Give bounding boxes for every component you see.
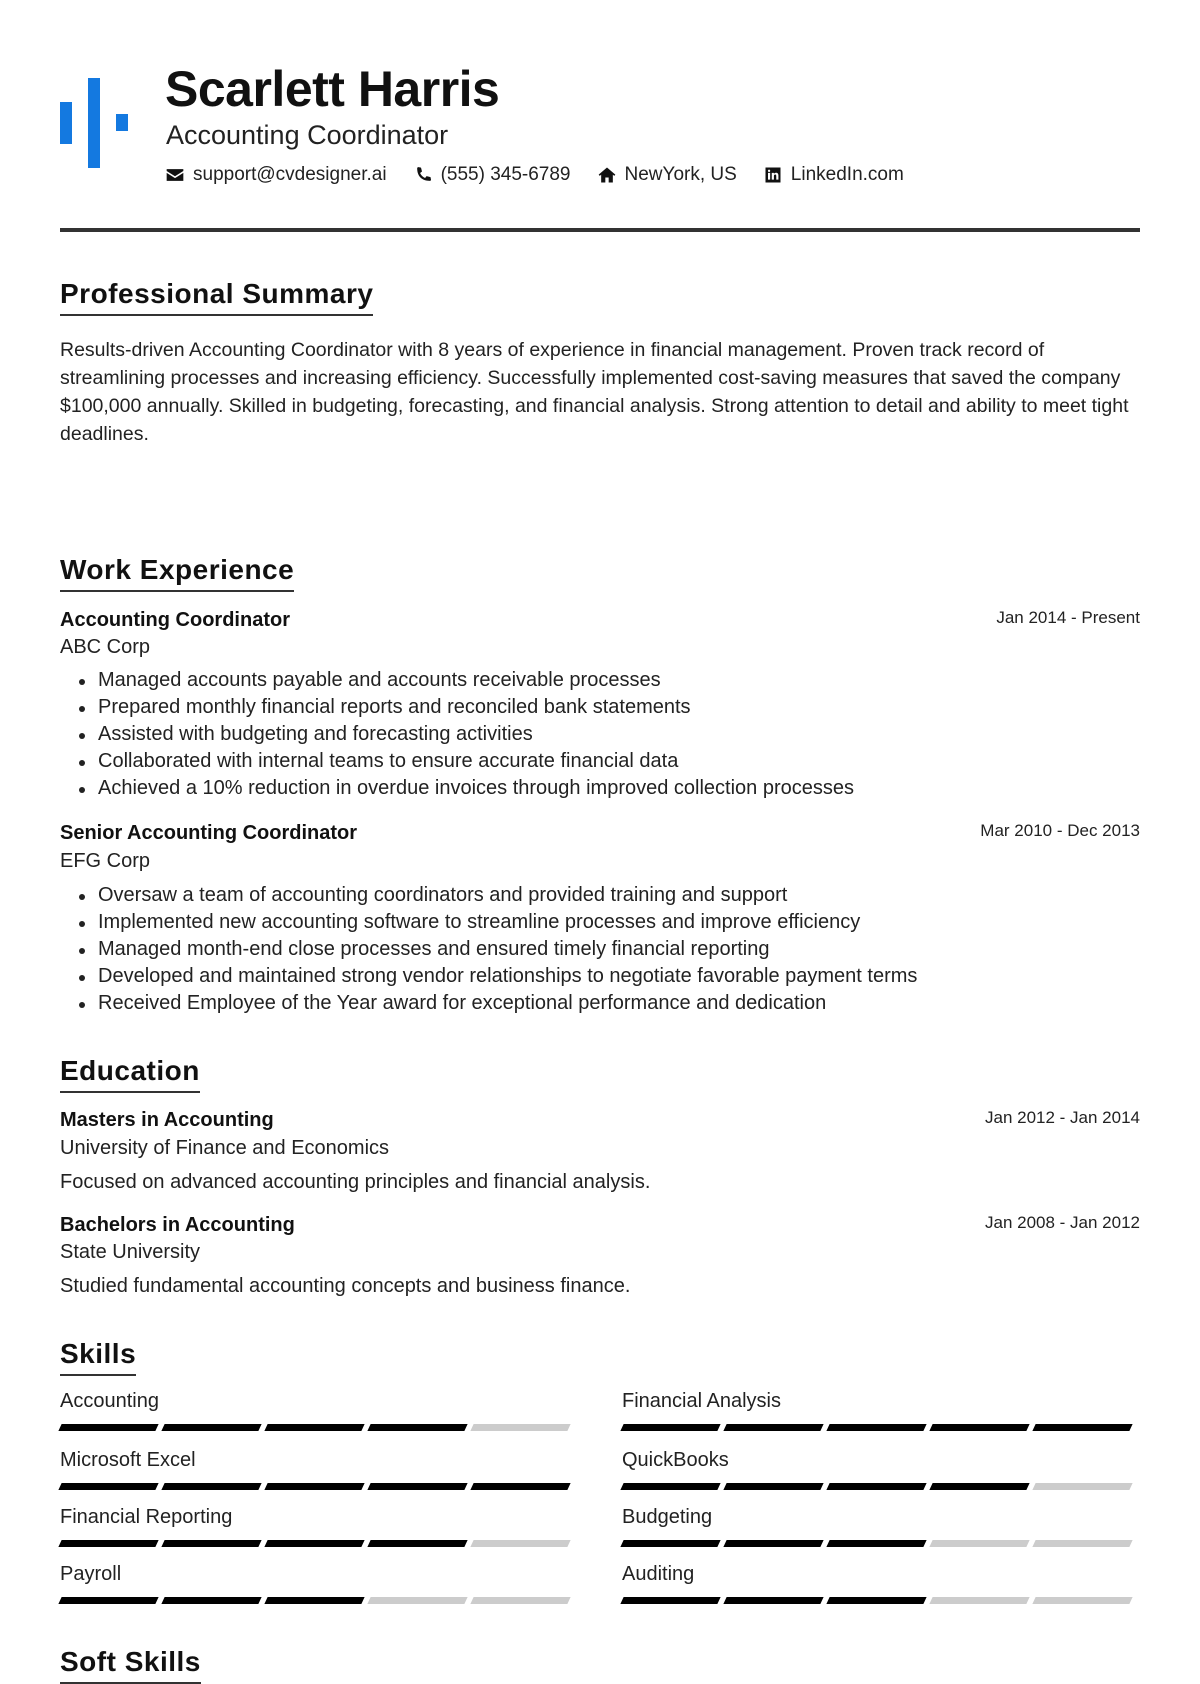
- skill-name: Microsoft Excel: [60, 1449, 196, 1471]
- skill-item: [622, 1563, 1137, 1604]
- skill-segment-filled: [264, 1597, 364, 1604]
- header-divider: [60, 228, 1140, 232]
- skill-segment-filled: [826, 1597, 926, 1604]
- skill-item: [60, 1506, 575, 1547]
- skills-heading: Skills: [60, 1338, 136, 1376]
- job-bullet: Oversaw a team of accounting coordinators and provided training and support: [98, 882, 917, 909]
- skill-level-bar: [60, 1540, 575, 1547]
- contact-location: [597, 164, 737, 186]
- skill-segment-empty: [470, 1424, 570, 1431]
- skill-segment-filled: [723, 1540, 823, 1547]
- skill-level-bar: [622, 1483, 1137, 1490]
- job-bullet: Implemented new accounting software to streamline processes and improve efficiency: [98, 909, 917, 936]
- skill-segment-filled: [161, 1424, 261, 1431]
- skill-segment-filled: [161, 1597, 261, 1604]
- soft-skills-heading: Soft Skills: [60, 1646, 201, 1684]
- skill-level-bar: [622, 1540, 1137, 1547]
- skill-segment-empty: [470, 1597, 570, 1604]
- skill-name: Financial Reporting: [60, 1506, 233, 1528]
- summary-heading: Professional Summary: [60, 278, 373, 316]
- skill-name: QuickBooks: [622, 1449, 729, 1471]
- contact-phone-text: (555) 345-6789: [440, 164, 571, 185]
- skill-segment-empty: [1032, 1597, 1132, 1604]
- skill-item: [60, 1563, 575, 1604]
- job-company: EFG Corp: [60, 850, 151, 872]
- job-bullet: Achieved a 10% reduction in overdue invoices through improved collection processes: [98, 775, 854, 802]
- brand-logo-icon: [60, 78, 130, 170]
- contact-phone[interactable]: [413, 164, 571, 186]
- job-company: ABC Corp: [60, 636, 151, 658]
- skill-segment-filled: [58, 1424, 158, 1431]
- linkedin-icon: [763, 165, 783, 185]
- skill-segment-filled: [161, 1483, 261, 1490]
- skill-item: [622, 1506, 1137, 1547]
- skill-item: [622, 1449, 1137, 1490]
- skill-segment-filled: [1032, 1424, 1132, 1431]
- education-school: State University: [60, 1241, 201, 1263]
- skill-segment-filled: [826, 1424, 926, 1431]
- phone-icon: [413, 165, 433, 185]
- education-description: Studied fundamental accounting concepts and business finance.: [60, 1275, 631, 1297]
- home-icon: [597, 165, 617, 185]
- skill-segment-filled: [470, 1483, 570, 1490]
- skill-segment-empty: [929, 1597, 1029, 1604]
- skill-segment-empty: [470, 1540, 570, 1547]
- job-dates: Jan 2014 - Present: [996, 608, 1140, 627]
- skill-segment-filled: [723, 1424, 823, 1431]
- contact-email-text: support@cvdesigner.ai: [193, 164, 387, 185]
- envelope-icon: [165, 165, 185, 185]
- skill-segment-filled: [264, 1540, 364, 1547]
- skill-segment-filled: [620, 1540, 720, 1547]
- skill-segment-empty: [1032, 1540, 1132, 1547]
- skill-segment-filled: [929, 1424, 1029, 1431]
- skill-level-bar: [622, 1597, 1137, 1604]
- summary-text: Results-driven Accounting Coordinator with 8 years of experience in financial management. Proven track record of streamlining processes and increasing efficiency. Successfully implemented cost-saving measures that saved the company $100,000 annually. Skilled in budgeting, forecasting, and financial analysis. Strong attention to detail and ability to meet tight deadlines.: [60, 339, 1129, 445]
- skill-segment-filled: [264, 1424, 364, 1431]
- job-bullet: Received Employee of the Year award for exceptional performance and dedication: [98, 990, 917, 1017]
- contact-bar: [165, 164, 930, 186]
- job-bullet: Managed accounts payable and accounts receivable processes: [98, 667, 854, 694]
- skill-segment-filled: [723, 1597, 823, 1604]
- contact-location-text: NewYork, US: [624, 164, 737, 185]
- skill-item: [60, 1390, 575, 1431]
- skill-segment-filled: [58, 1540, 158, 1547]
- skill-segment-empty: [367, 1597, 467, 1604]
- education-dates: Jan 2012 - Jan 2014: [984, 1108, 1140, 1127]
- job-bullets: [98, 882, 917, 1017]
- skill-segment-filled: [58, 1597, 158, 1604]
- job-dates: Mar 2010 - Dec 2013: [980, 821, 1140, 840]
- skill-segment-filled: [58, 1483, 158, 1490]
- skill-segment-filled: [723, 1483, 823, 1490]
- candidate-name: Scarlett Harris: [165, 61, 500, 117]
- education-degree: Masters in Accounting: [60, 1109, 274, 1131]
- experience-heading: Work Experience: [60, 554, 294, 592]
- skill-segment-filled: [264, 1483, 364, 1490]
- skill-segment-filled: [161, 1540, 261, 1547]
- job-bullet: Developed and maintained strong vendor relationships to negotiate favorable payment terms: [98, 963, 917, 990]
- contact-linkedin-text: LinkedIn.com: [790, 164, 904, 185]
- education-heading: Education: [60, 1055, 200, 1093]
- skill-name: Financial Analysis: [622, 1390, 781, 1412]
- job-bullet: Assisted with budgeting and forecasting activities: [98, 721, 854, 748]
- skill-segment-filled: [929, 1483, 1029, 1490]
- skill-item: [60, 1449, 575, 1490]
- contact-linkedin[interactable]: [763, 164, 904, 186]
- job-title: Senior Accounting Coordinator: [60, 822, 358, 844]
- skill-level-bar: [60, 1424, 575, 1431]
- skill-segment-filled: [620, 1424, 720, 1431]
- job-bullet: Managed month-end close processes and ensured timely financial reporting: [98, 936, 917, 963]
- skill-segment-filled: [620, 1597, 720, 1604]
- job-bullets: [98, 667, 854, 802]
- skill-segment-filled: [367, 1424, 467, 1431]
- skill-item: [622, 1390, 1137, 1431]
- skill-name: Budgeting: [622, 1506, 713, 1528]
- education-description: Focused on advanced accounting principles and financial analysis.: [60, 1171, 651, 1193]
- skill-segment-empty: [1032, 1483, 1132, 1490]
- skill-segment-filled: [367, 1483, 467, 1490]
- skill-name: Payroll: [60, 1563, 122, 1585]
- skill-segment-filled: [620, 1483, 720, 1490]
- skill-segment-empty: [929, 1540, 1029, 1547]
- skill-name: Accounting: [60, 1390, 159, 1412]
- skill-segment-filled: [367, 1540, 467, 1547]
- skill-level-bar: [622, 1424, 1137, 1431]
- skill-name: Auditing: [622, 1563, 695, 1585]
- contact-email[interactable]: [165, 164, 387, 186]
- skill-segment-filled: [826, 1483, 926, 1490]
- skill-level-bar: [60, 1483, 575, 1490]
- job-title: Accounting Coordinator: [60, 609, 290, 631]
- job-bullet: Prepared monthly financial reports and reconciled bank statements: [98, 694, 854, 721]
- skill-level-bar: [60, 1597, 575, 1604]
- job-bullet: Collaborated with internal teams to ensure accurate financial data: [98, 748, 854, 775]
- skill-segment-filled: [826, 1540, 926, 1547]
- education-school: University of Finance and Economics: [60, 1137, 390, 1159]
- education-degree: Bachelors in Accounting: [60, 1214, 295, 1236]
- candidate-title: Accounting Coordinator: [166, 120, 449, 150]
- education-dates: Jan 2008 - Jan 2012: [984, 1213, 1140, 1232]
